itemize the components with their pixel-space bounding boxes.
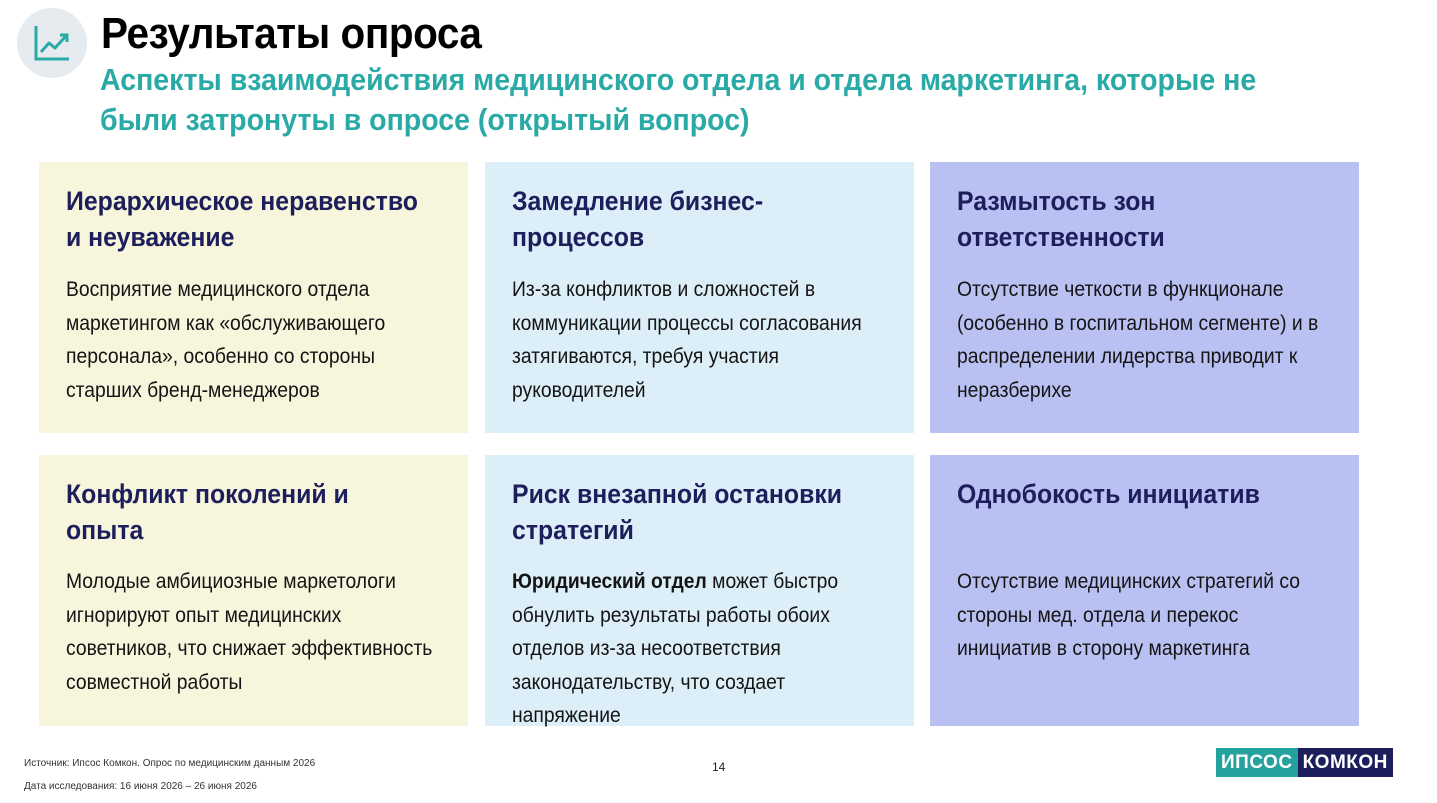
card-strategy-risk	[485, 455, 914, 726]
logo-part-1: ИПСОС	[1216, 748, 1298, 777]
card-title: Иерархическое неравенство и неуважение	[66, 186, 418, 252]
card-title: Размытость зон ответственности	[957, 186, 1165, 252]
card-text: Молодые амбициозные маркетологи игнорируют опыт медицинских советников, что снижает эффективность совместной работы	[66, 570, 433, 694]
card-text-rest: может быстро обнулить результаты работы обоих отделов из-за несоответствия законодательству, что создает напряжение	[512, 570, 839, 727]
card-text: Из-за конфликтов и сложностей в коммуникации процессы согласования затягиваются, требуя участия руководителей	[512, 278, 862, 402]
card-text: Отсутствие медицинских стратегий со стороны мед. отдела и перекос инициатив в сторону маркетинга	[957, 570, 1300, 660]
card-one-sided	[930, 455, 1359, 726]
card-title: Замедление бизнес-процессов	[512, 186, 764, 252]
card-responsibility	[930, 162, 1359, 433]
card-text-bold: Юридический отдел	[512, 570, 707, 593]
card-generations	[39, 455, 468, 726]
card-text: Отсутствие четкости в функционале (особенно в госпитальном сегменте) и в распределении лидерства приводит к неразберихе	[957, 278, 1319, 402]
card-title: Риск внезапной остановки стратегий	[512, 479, 843, 545]
logo-part-2: КОМКОН	[1298, 748, 1393, 777]
card-hierarchy	[39, 162, 468, 433]
card-text	[512, 565, 886, 733]
card-text: Восприятие медицинского отдела маркетингом как «обслуживающего персонала», особенно со стороны старших бренд-менеджеров	[66, 278, 386, 402]
company-logo	[1216, 748, 1393, 777]
card-slowdown	[485, 162, 914, 433]
page-subtitle: Аспекты взаимодействия медицинского отдела и отдела маркетинга, которые не были затронуты в опросе (открытый вопрос)	[100, 62, 1257, 137]
page-number: 14	[712, 760, 726, 774]
page-title: Результаты опроса	[101, 9, 482, 58]
chart-trend-icon	[17, 8, 87, 78]
card-title: Конфликт поколений и опыта	[66, 479, 349, 545]
footer-date: Дата исследования: 16 июня 2026 – 26 июня 2026	[24, 781, 257, 792]
card-title: Однобокость инициатив	[957, 479, 1260, 509]
footer-source: Источник: Ипсос Комкон. Опрос по медицинским данным 2026	[24, 758, 316, 769]
